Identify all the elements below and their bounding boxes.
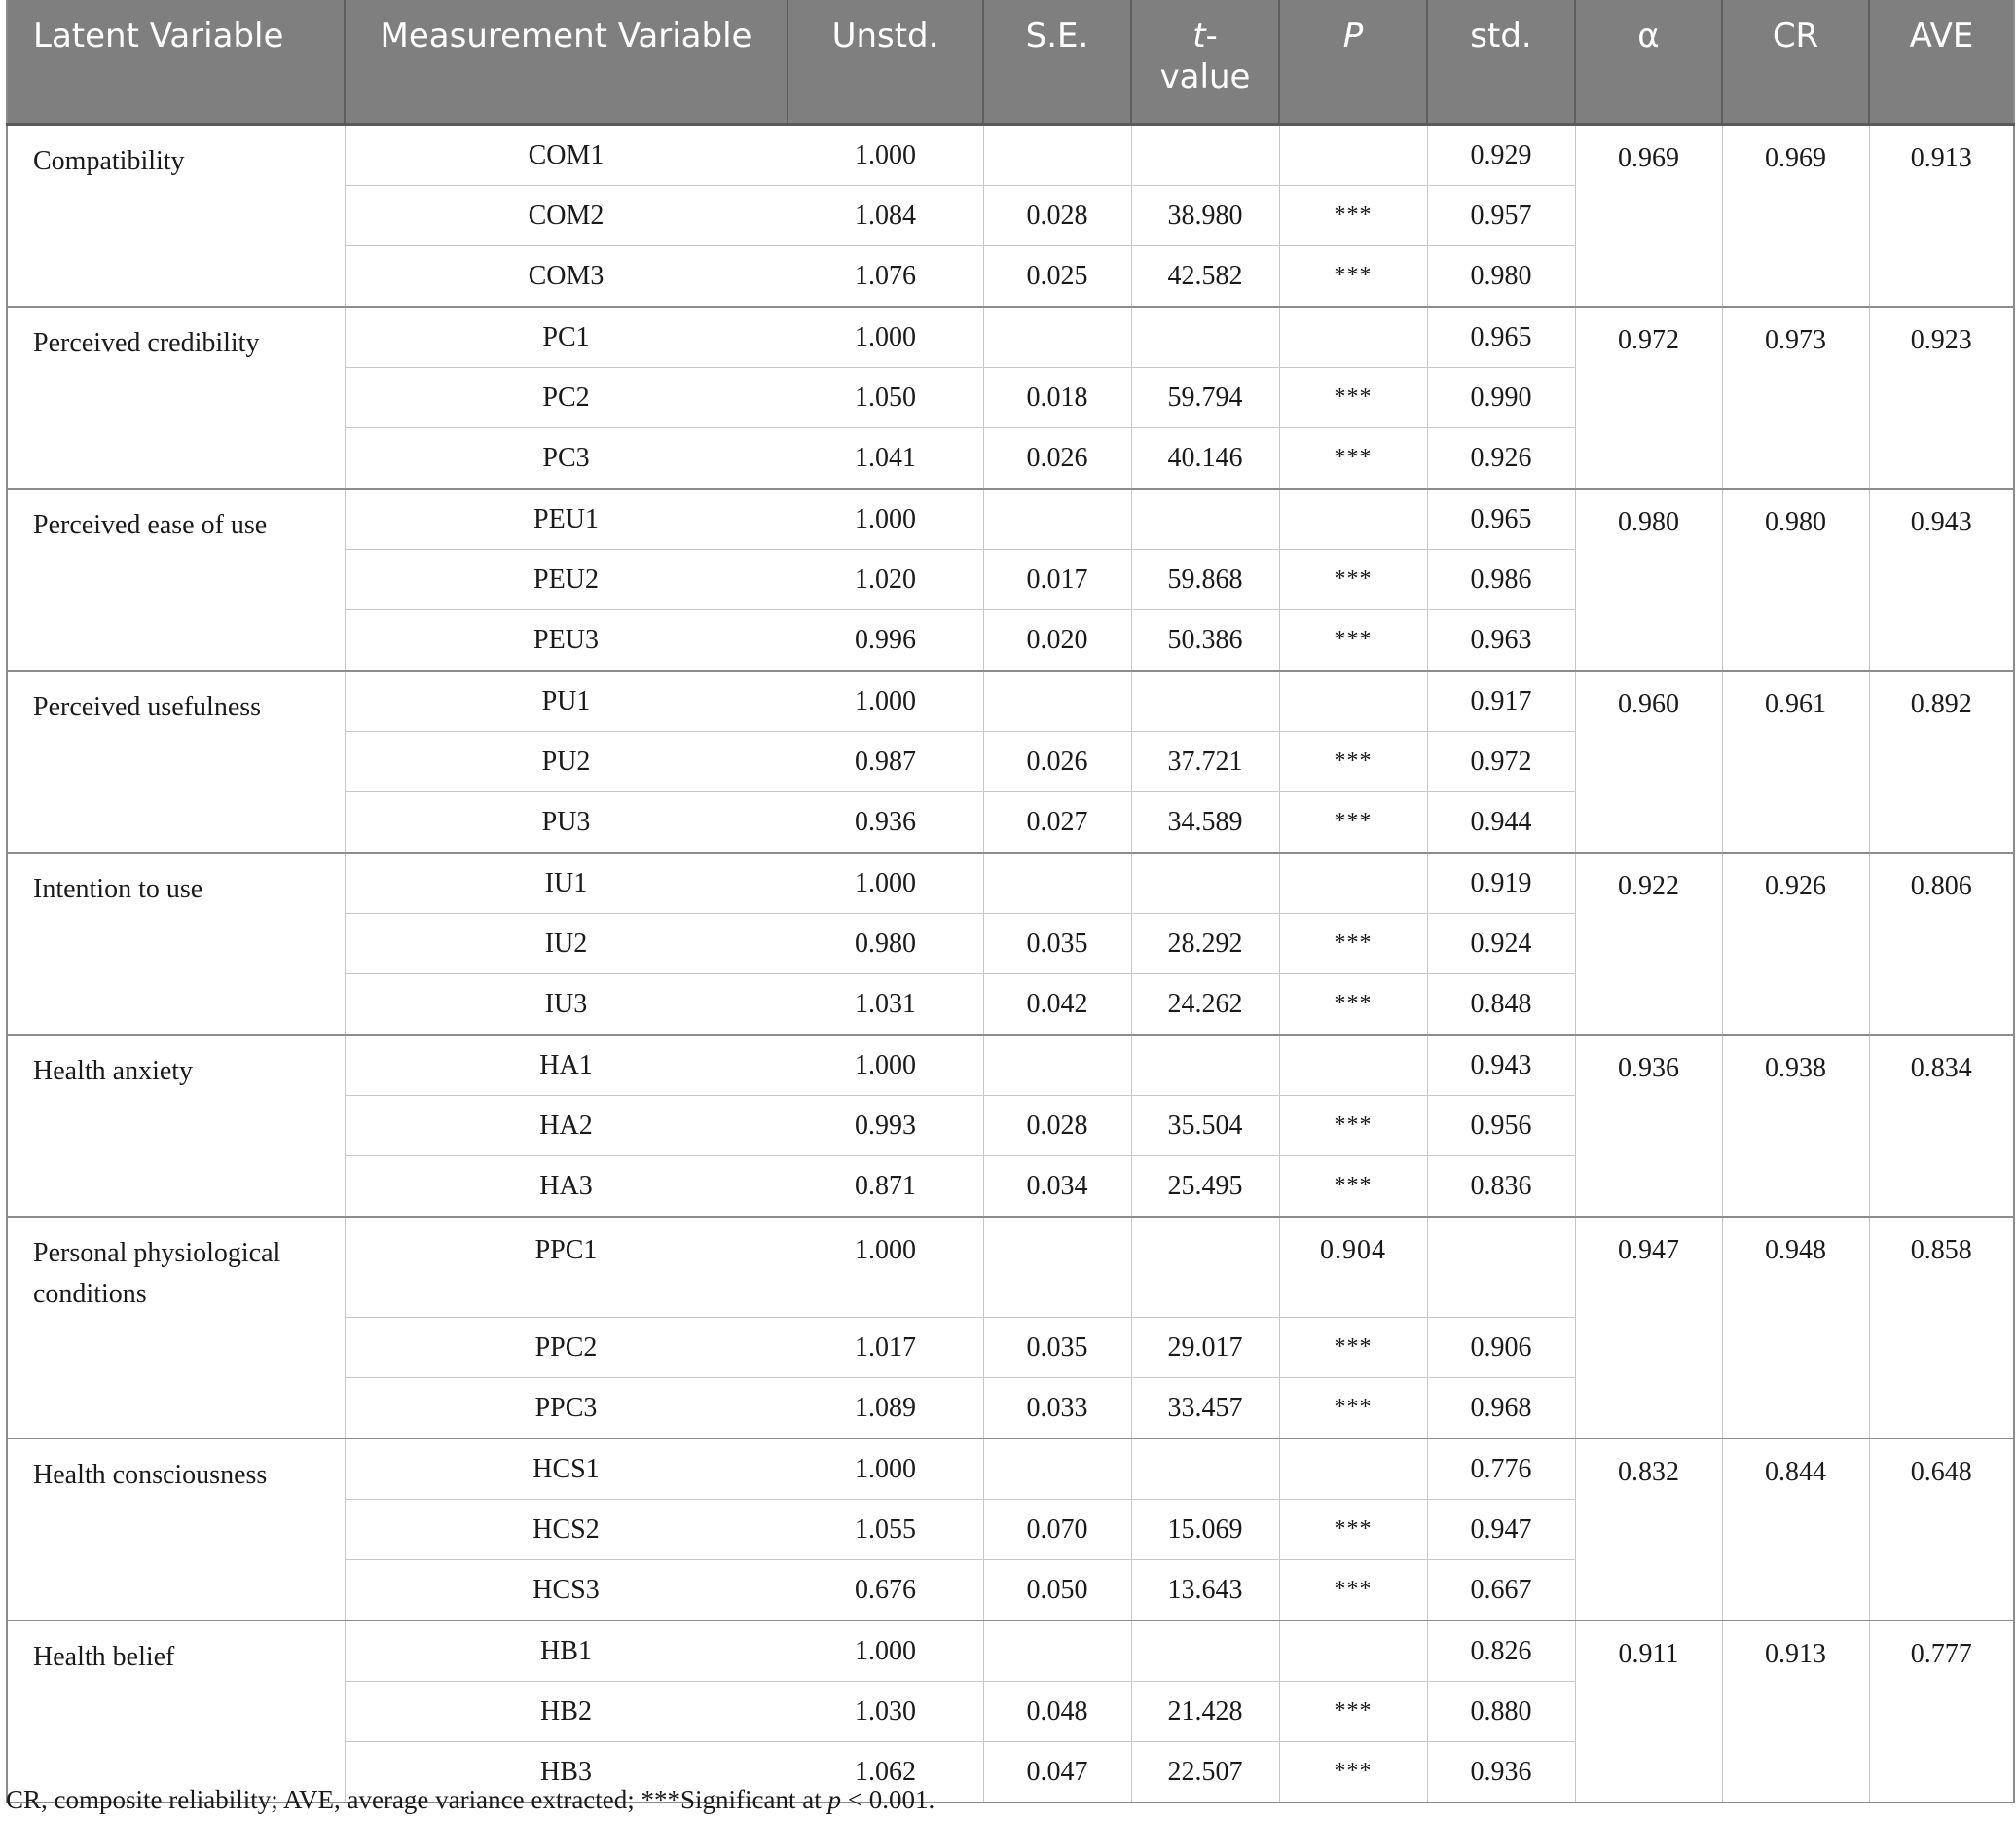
std-cell: 0.947 (1427, 1500, 1575, 1560)
p-cell: *** (1279, 368, 1427, 428)
alpha-cell: 0.980 (1575, 489, 1722, 671)
latent-variable-cell: Health anxiety (7, 1035, 345, 1217)
p-cell: *** (1279, 428, 1427, 490)
unstd-cell: 0.676 (788, 1560, 983, 1621)
measurement-variable-cell: PU2 (345, 732, 788, 792)
std-cell: 0.880 (1427, 1682, 1575, 1742)
t-value-cell (1131, 1621, 1279, 1682)
se-cell: 0.020 (983, 610, 1131, 672)
p-cell (1279, 1439, 1427, 1500)
p-cell: *** (1279, 1096, 1427, 1156)
se-cell (983, 1035, 1131, 1096)
measurement-variable-cell: HA1 (345, 1035, 788, 1096)
alpha-cell: 0.936 (1575, 1035, 1722, 1217)
table-container (6, 0, 2013, 1803)
p-cell (1279, 125, 1427, 186)
t-value-cell: 35.504 (1131, 1096, 1279, 1156)
alpha-cell: 0.947 (1575, 1217, 1722, 1439)
measurement-variable-cell: HCS3 (345, 1560, 788, 1621)
se-cell: 0.034 (983, 1156, 1131, 1218)
std-cell: 0.836 (1427, 1156, 1575, 1218)
se-cell (983, 1217, 1131, 1318)
header-se: S.E. (983, 0, 1131, 125)
unstd-cell: 0.936 (788, 792, 983, 854)
se-cell (983, 853, 1131, 914)
measurement-variable-cell: PPC2 (345, 1318, 788, 1378)
t-value-cell: 15.069 (1131, 1500, 1279, 1560)
header-t-value-text: t- value (1159, 17, 1251, 96)
std-cell: 0.848 (1427, 974, 1575, 1036)
se-cell: 0.028 (983, 1096, 1131, 1156)
t-value-cell: 34.589 (1131, 792, 1279, 854)
std-cell: 0.667 (1427, 1560, 1575, 1621)
p-cell: *** (1279, 610, 1427, 672)
measurement-variable-cell: IU3 (345, 974, 788, 1036)
unstd-cell: 1.041 (788, 428, 983, 490)
p-cell: *** (1279, 1742, 1427, 1803)
p-cell: *** (1279, 1500, 1427, 1560)
t-value-cell: 13.643 (1131, 1560, 1279, 1621)
table-row (7, 1621, 2014, 1682)
unstd-cell: 0.993 (788, 1096, 983, 1156)
t-value-cell: 24.262 (1131, 974, 1279, 1036)
footnote-text: CR, composite reliability; AVE, average variance extracted; ***Significant at p < 0.001. (6, 1785, 935, 1814)
header-measurement-variable: Measurement Variable (345, 0, 788, 125)
unstd-cell: 0.871 (788, 1156, 983, 1218)
std-cell: 0.924 (1427, 914, 1575, 974)
se-cell (983, 307, 1131, 368)
measurement-variable-cell: HCS1 (345, 1439, 788, 1500)
se-cell: 0.033 (983, 1378, 1131, 1439)
unstd-cell: 1.000 (788, 489, 983, 550)
t-value-cell: 42.582 (1131, 246, 1279, 308)
se-cell: 0.042 (983, 974, 1131, 1036)
unstd-cell: 0.987 (788, 732, 983, 792)
std-cell: 0.917 (1427, 671, 1575, 732)
std-cell: 0.943 (1427, 1035, 1575, 1096)
std-cell: 0.906 (1427, 1318, 1575, 1378)
unstd-cell: 1.030 (788, 1682, 983, 1742)
ave-cell: 0.834 (1869, 1035, 2014, 1217)
std-cell: 0.929 (1427, 125, 1575, 186)
measurement-variable-cell: PC1 (345, 307, 788, 368)
std-cell: 0.972 (1427, 732, 1575, 792)
p-cell: *** (1279, 732, 1427, 792)
se-cell: 0.048 (983, 1682, 1131, 1742)
p-cell: *** (1279, 974, 1427, 1036)
std-cell: 0.986 (1427, 550, 1575, 610)
std-cell: 0.965 (1427, 307, 1575, 368)
table-row (7, 1217, 2014, 1318)
measurement-variable-cell: PU1 (345, 671, 788, 732)
std-cell: 0.956 (1427, 1096, 1575, 1156)
std-cell: 0.944 (1427, 792, 1575, 854)
t-value-cell: 33.457 (1131, 1378, 1279, 1439)
latent-variable-cell: Compatibility (7, 125, 345, 308)
t-value-cell (1131, 671, 1279, 732)
table-row (7, 853, 2014, 914)
latent-variable-cell: Perceived credibility (7, 307, 345, 489)
t-value-cell (1131, 307, 1279, 368)
unstd-cell: 1.055 (788, 1500, 983, 1560)
t-value-cell: 37.721 (1131, 732, 1279, 792)
table-body (7, 125, 2014, 1803)
unstd-cell: 1.000 (788, 671, 983, 732)
measurement-variable-cell: PEU1 (345, 489, 788, 550)
se-cell: 0.050 (983, 1560, 1131, 1621)
measurement-variable-cell: PPC3 (345, 1378, 788, 1439)
t-value-cell (1131, 489, 1279, 550)
latent-variable-cell: Health consciousness (7, 1439, 345, 1621)
p-cell: 0.904 (1279, 1217, 1427, 1318)
cr-cell: 0.938 (1722, 1035, 1869, 1217)
measurement-variable-cell: PU3 (345, 792, 788, 854)
p-cell: *** (1279, 792, 1427, 854)
t-value-cell: 59.794 (1131, 368, 1279, 428)
unstd-cell: 0.996 (788, 610, 983, 672)
latent-variable-cell: Perceived usefulness (7, 671, 345, 853)
cr-cell: 0.969 (1722, 125, 1869, 308)
t-value-cell (1131, 1439, 1279, 1500)
ave-cell: 0.943 (1869, 489, 2014, 671)
ave-cell: 0.913 (1869, 125, 2014, 308)
t-value-cell: 50.386 (1131, 610, 1279, 672)
t-value-cell (1131, 853, 1279, 914)
t-value-cell: 29.017 (1131, 1318, 1279, 1378)
p-cell: *** (1279, 1378, 1427, 1439)
t-value-cell: 22.507 (1131, 1742, 1279, 1803)
t-value-cell (1131, 1035, 1279, 1096)
unstd-cell: 1.000 (788, 1217, 983, 1318)
measurement-variable-cell: COM3 (345, 246, 788, 308)
unstd-cell: 1.000 (788, 125, 983, 186)
t-value-cell: 25.495 (1131, 1156, 1279, 1218)
cr-cell: 0.973 (1722, 307, 1869, 489)
cr-cell: 0.961 (1722, 671, 1869, 853)
measurement-variable-cell: HA3 (345, 1156, 788, 1218)
p-cell: *** (1279, 1156, 1427, 1218)
std-cell: 0.926 (1427, 428, 1575, 490)
p-cell: *** (1279, 1682, 1427, 1742)
se-cell: 0.018 (983, 368, 1131, 428)
unstd-cell: 1.017 (788, 1318, 983, 1378)
t-value-cell: 21.428 (1131, 1682, 1279, 1742)
p-cell: *** (1279, 914, 1427, 974)
unstd-cell: 1.089 (788, 1378, 983, 1439)
se-cell: 0.035 (983, 1318, 1131, 1378)
table-header (7, 0, 2014, 125)
se-cell: 0.027 (983, 792, 1131, 854)
cr-cell: 0.948 (1722, 1217, 1869, 1439)
measurement-variable-cell: PEU2 (345, 550, 788, 610)
std-cell: 0.826 (1427, 1621, 1575, 1682)
measurement-variable-cell: HB3 (345, 1742, 788, 1803)
p-cell (1279, 671, 1427, 732)
p-cell (1279, 853, 1427, 914)
header-unstd: Unstd. (788, 0, 983, 125)
header-t-value (1131, 0, 1279, 125)
unstd-cell: 1.020 (788, 550, 983, 610)
std-cell: 0.919 (1427, 853, 1575, 914)
std-cell: 0.965 (1427, 489, 1575, 550)
alpha-cell: 0.969 (1575, 125, 1722, 308)
measurement-variable-cell: PEU3 (345, 610, 788, 672)
t-value-cell (1131, 1217, 1279, 1318)
measurement-variable-cell: HA2 (345, 1096, 788, 1156)
alpha-cell: 0.972 (1575, 307, 1722, 489)
se-cell: 0.047 (983, 1742, 1131, 1803)
header-cr: CR (1722, 0, 1869, 125)
unstd-cell: 1.050 (788, 368, 983, 428)
unstd-cell: 0.980 (788, 914, 983, 974)
se-cell: 0.028 (983, 186, 1131, 246)
unstd-cell: 1.084 (788, 186, 983, 246)
se-cell (983, 1439, 1131, 1500)
ave-cell: 0.923 (1869, 307, 2014, 489)
measurement-variable-cell: HCS2 (345, 1500, 788, 1560)
latent-variable-cell: Health belief (7, 1621, 345, 1803)
latent-variable-cell: Personal physiological conditions (7, 1217, 345, 1439)
latent-variable-cell: Intention to use (7, 853, 345, 1035)
cr-cell: 0.980 (1722, 489, 1869, 671)
measurement-variable-cell: COM2 (345, 186, 788, 246)
se-cell: 0.017 (983, 550, 1131, 610)
t-value-cell: 59.868 (1131, 550, 1279, 610)
latent-variable-cell: Perceived ease of use (7, 489, 345, 671)
table-row (7, 125, 2014, 186)
unstd-cell: 1.000 (788, 1621, 983, 1682)
se-cell (983, 671, 1131, 732)
se-cell (983, 489, 1131, 550)
se-cell (983, 1621, 1131, 1682)
cr-cell: 0.844 (1722, 1439, 1869, 1621)
se-cell: 0.035 (983, 914, 1131, 974)
se-cell: 0.025 (983, 246, 1131, 308)
p-cell: *** (1279, 246, 1427, 308)
measurement-model-table (6, 0, 2015, 1803)
unstd-cell: 1.000 (788, 853, 983, 914)
std-cell: 0.968 (1427, 1378, 1575, 1439)
t-value-cell: 40.146 (1131, 428, 1279, 490)
ave-cell: 0.777 (1869, 1621, 2014, 1803)
p-cell: *** (1279, 1318, 1427, 1378)
p-cell (1279, 1621, 1427, 1682)
unstd-cell: 1.000 (788, 307, 983, 368)
t-value-cell: 28.292 (1131, 914, 1279, 974)
measurement-variable-cell: PC2 (345, 368, 788, 428)
header-ave: AVE (1869, 0, 2014, 125)
ave-cell: 0.806 (1869, 853, 2014, 1035)
ave-cell: 0.892 (1869, 671, 2014, 853)
measurement-variable-cell: COM1 (345, 125, 788, 186)
cr-cell: 0.926 (1722, 853, 1869, 1035)
table-row (7, 1439, 2014, 1500)
t-value-cell: 38.980 (1131, 186, 1279, 246)
table-row (7, 307, 2014, 368)
t-value-cell (1131, 125, 1279, 186)
se-cell: 0.070 (983, 1500, 1131, 1560)
measurement-variable-cell: HB2 (345, 1682, 788, 1742)
unstd-cell: 1.000 (788, 1035, 983, 1096)
unstd-cell: 1.076 (788, 246, 983, 308)
measurement-variable-cell: HB1 (345, 1621, 788, 1682)
std-cell (1427, 1217, 1575, 1318)
unstd-cell: 1.062 (788, 1742, 983, 1803)
unstd-cell: 1.000 (788, 1439, 983, 1500)
alpha-cell: 0.832 (1575, 1439, 1722, 1621)
std-cell: 0.990 (1427, 368, 1575, 428)
std-cell: 0.936 (1427, 1742, 1575, 1803)
measurement-variable-cell: IU1 (345, 853, 788, 914)
header-p: P (1279, 0, 1427, 125)
p-cell (1279, 489, 1427, 550)
std-cell: 0.776 (1427, 1439, 1575, 1500)
header-alpha: α (1575, 0, 1722, 125)
table-footnote (6, 1785, 935, 1815)
std-cell: 0.980 (1427, 246, 1575, 308)
alpha-cell: 0.911 (1575, 1621, 1722, 1803)
ave-cell: 0.858 (1869, 1217, 2014, 1439)
se-cell: 0.026 (983, 732, 1131, 792)
std-cell: 0.963 (1427, 610, 1575, 672)
p-cell: *** (1279, 1560, 1427, 1621)
p-cell (1279, 1035, 1427, 1096)
header-row (7, 0, 2014, 125)
p-cell: *** (1279, 550, 1427, 610)
header-latent-variable: Latent Variable (7, 0, 345, 125)
se-cell: 0.026 (983, 428, 1131, 490)
p-cell: *** (1279, 186, 1427, 246)
table-row (7, 671, 2014, 732)
table-row (7, 489, 2014, 550)
table-row (7, 1035, 2014, 1096)
alpha-cell: 0.922 (1575, 853, 1722, 1035)
unstd-cell: 1.031 (788, 974, 983, 1036)
p-cell (1279, 307, 1427, 368)
ave-cell: 0.648 (1869, 1439, 2014, 1621)
alpha-cell: 0.960 (1575, 671, 1722, 853)
std-cell: 0.957 (1427, 186, 1575, 246)
header-std: std. (1427, 0, 1575, 125)
measurement-variable-cell: PPC1 (345, 1217, 788, 1318)
cr-cell: 0.913 (1722, 1621, 1869, 1803)
se-cell (983, 125, 1131, 186)
measurement-variable-cell: IU2 (345, 914, 788, 974)
measurement-variable-cell: PC3 (345, 428, 788, 490)
